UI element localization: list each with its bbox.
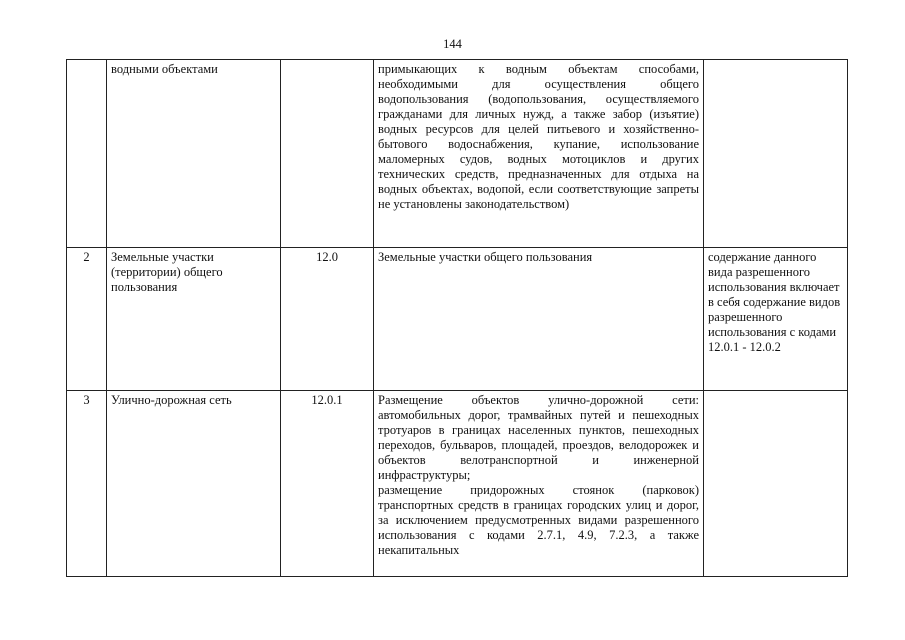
table-row xyxy=(67,391,848,577)
use-note-cell xyxy=(704,60,848,248)
use-description-cell xyxy=(374,248,704,391)
use-name-cell: Земельные участки (территории) общего пользования xyxy=(107,248,281,391)
use-note-cell: содержание данного вида разрешенного использования включает в себя содержание видов разрешенного использования с кодами 12.0.1 - 12.0.2 xyxy=(704,248,848,391)
row-number-cell xyxy=(67,60,107,248)
table-row xyxy=(67,60,848,248)
use-description-cell xyxy=(374,60,704,248)
use-code-cell xyxy=(281,60,374,248)
description-paragraph: размещение придорожных стоянок (парковок) транспортных средств в границах городских улиц и дорог, за исключением предусмотренных видами разрешенного использования с кодами 2.7.1, 4.9, 7.2.3, а также некапитальных xyxy=(378,483,699,557)
description-paragraph: Земельные участки общего пользования xyxy=(378,250,593,264)
page-number: 144 xyxy=(443,37,462,51)
use-note-cell xyxy=(704,391,848,577)
use-code-cell: 12.0 xyxy=(281,248,374,391)
description-paragraph: примыкающих к водным объектам способами, необходимыми для осуществления общего водопользования (водопользования, осуществляемого гражданами для личных нужд, а также забор (изъятие) водных ресурсов для целей питьевого и хозяйственно-бытового водоснабжения, купание, использование маломерных судов, водных мотоциклов и других технических средств, предназначенных для отдыха на водных объектах, водопой, если соответствующие запреты не установлены законодательством) xyxy=(378,62,699,211)
land-use-table xyxy=(66,59,848,577)
description-paragraph: Размещение объектов улично-дорожной сети: автомобильных дорог, трамвайных путей и пешеходных тротуаров в границах населенных пунктов, пешеходных переходов, бульваров, площадей, проездов, велодорожек и объектов велотранспортной и инженерной инфраструктуры; xyxy=(378,393,699,482)
row-number-cell: 3 xyxy=(67,391,107,577)
use-name-cell: водными объектами xyxy=(107,60,281,248)
row-number-cell: 2 xyxy=(67,248,107,391)
use-description-cell xyxy=(374,391,704,577)
use-code-cell: 12.0.1 xyxy=(281,391,374,577)
table-row xyxy=(67,248,848,391)
use-name-cell: Улично-дорожная сеть xyxy=(107,391,281,577)
